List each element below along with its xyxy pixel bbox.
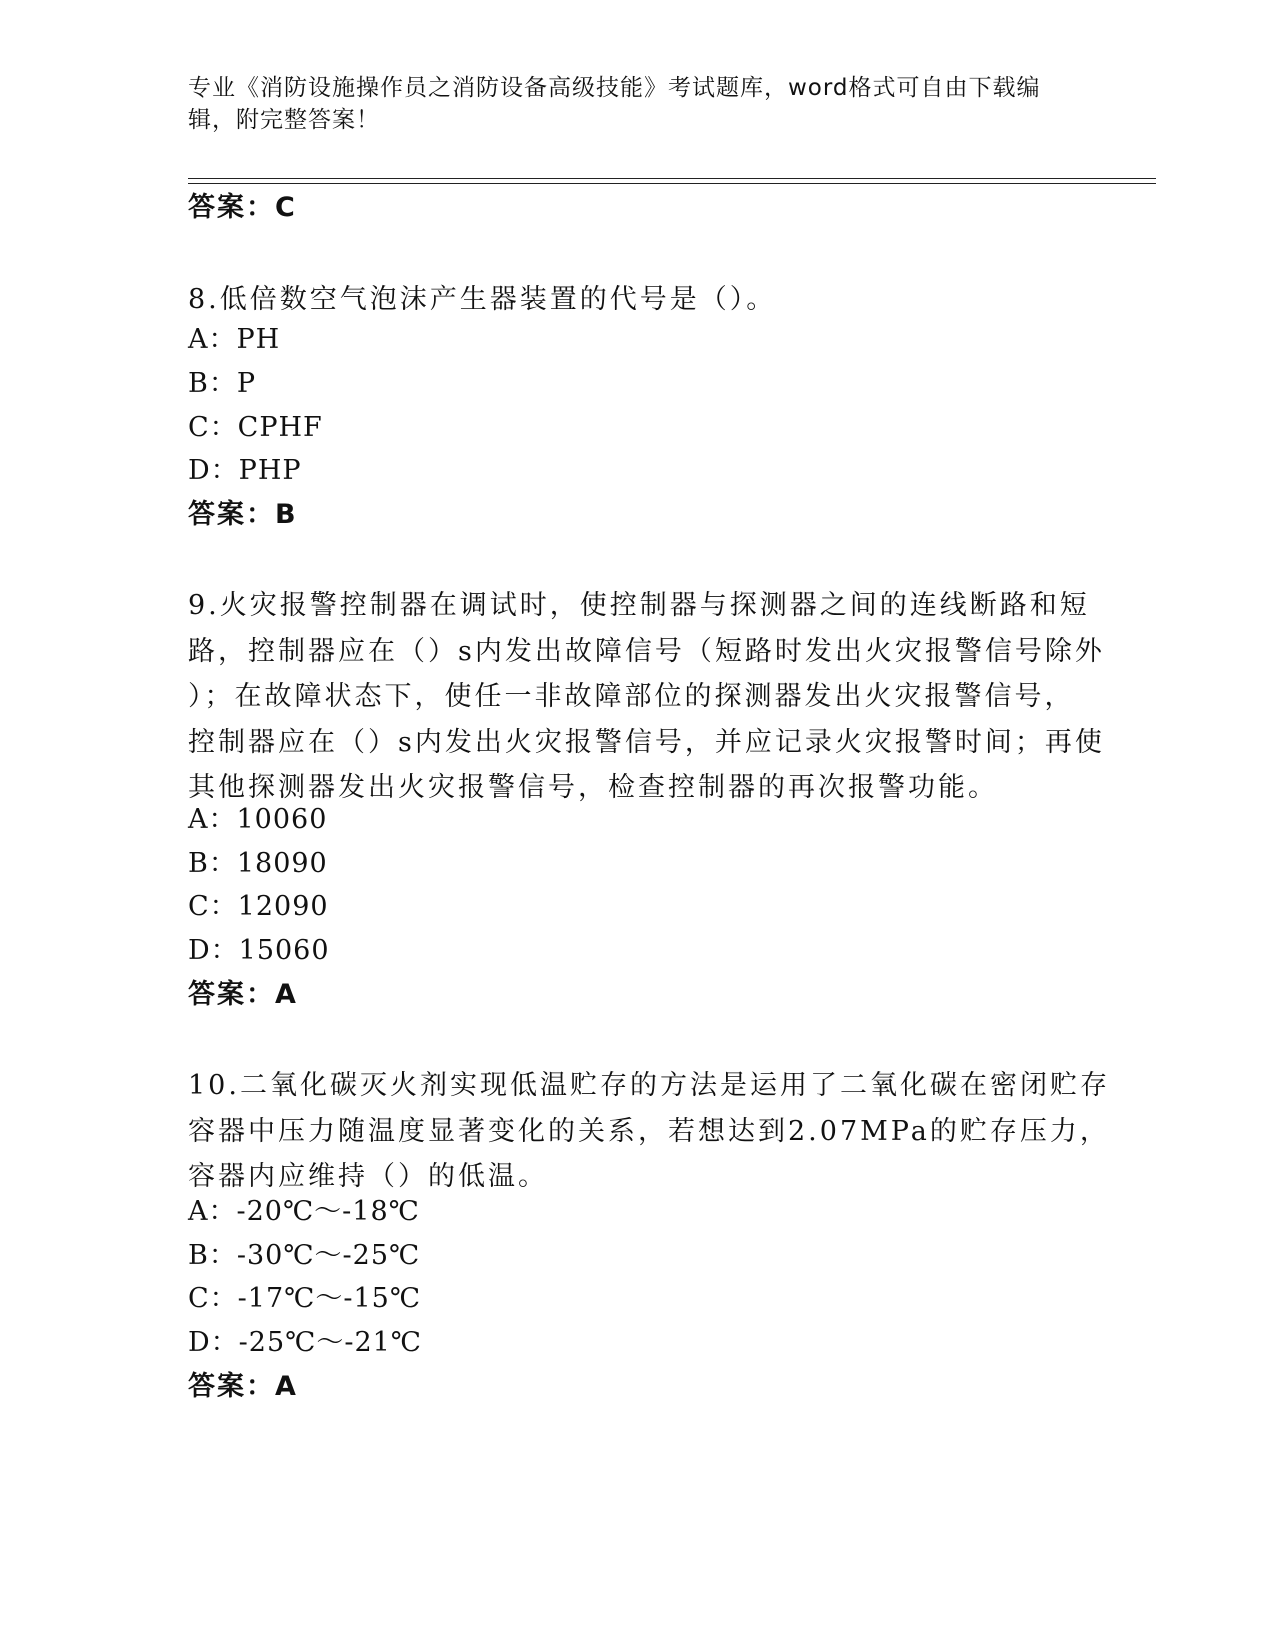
question-9-option-b: B：18090 (188, 848, 328, 879)
question-line: 路，控制器应在（）s内发出故障信号（短路时发出火灾报警信号除外 (188, 635, 1105, 667)
question-9-option-a: A：10060 (188, 804, 328, 835)
question-8-option-c: C：CPHF (188, 412, 323, 443)
question-line: 8.低倍数空气泡沫产生器装置的代号是（）。 (188, 284, 777, 315)
document-header (188, 72, 1088, 136)
header-line-1: 专业《消防设施操作员之消防设备高级技能》考试题库，word格式可自由下载编 (188, 75, 1041, 101)
question-line: 控制器应在（）s内发出火灾报警信号，并应记录火灾报警时间；再使 (188, 726, 1105, 758)
question-9-text (188, 583, 1105, 811)
question-10-answer: 答案：A (188, 1371, 298, 1402)
header-divider-bottom (188, 183, 1156, 184)
question-8-text (188, 277, 1088, 323)
question-9-option-d: D：15060 (188, 935, 330, 966)
header-divider-top (188, 178, 1156, 179)
question-10-option-a: A：-20℃～-18℃ (188, 1196, 420, 1227)
question-line: 10.二氧化碳灭火剂实现低温贮存的方法是运用了二氧化碳在密闭贮存 (188, 1070, 1110, 1101)
question-line: 容器内应维持（）的低温。 (188, 1161, 548, 1192)
question-10-option-b: B：-30℃～-25℃ (188, 1240, 421, 1271)
question-line: ）；在故障状态下，使任一非故障部位的探测器发出火灾报警信号， (188, 681, 1075, 712)
question-9-option-c: C：12090 (188, 891, 329, 922)
question-9-answer: 答案：A (188, 979, 298, 1010)
question-10-text (188, 1063, 1110, 1200)
question-10-option-c: C：-17℃～-15℃ (188, 1283, 422, 1314)
question-line: 9.火灾报警控制器在调试时，使控制器与探测器之间的连线断路和短 (188, 590, 1090, 621)
header-line-2: 辑，附完整答案！ (188, 107, 380, 133)
question-10-option-d: D：-25℃～-21℃ (188, 1327, 423, 1358)
question-line: 其他探测器发出火灾报警信号，检查控制器的再次报警功能。 (188, 772, 998, 803)
question-8-answer: 答案：B (188, 499, 298, 530)
question-8-option-a: A：PH (188, 324, 281, 355)
previous-answer: 答案：C (188, 192, 297, 223)
question-8-option-d: D：PHP (188, 455, 302, 486)
question-8-option-b: B：P (188, 368, 257, 399)
question-line: 容器中压力随温度显著变化的关系，若想达到2.07MPa的贮存压力， (188, 1115, 1110, 1147)
